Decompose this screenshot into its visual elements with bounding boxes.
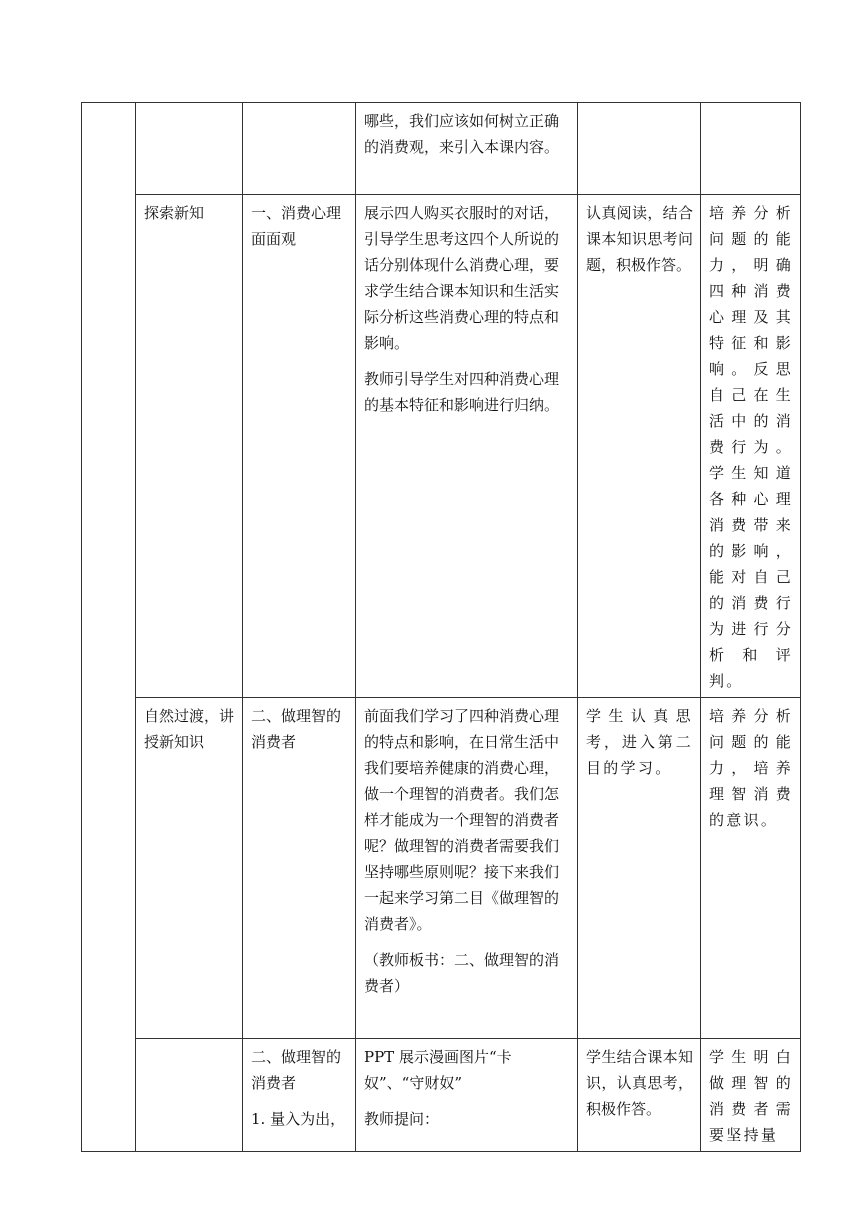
student-activity-cell: 学生认真思考，进入第二目的学习。: [578, 698, 701, 1039]
teacher-activity-cell: [356, 698, 578, 1039]
topic-cell: 二、做理智的消费者: [243, 698, 356, 1039]
teacher-activity-text: PPT 展示漫画图片“卡奴”、“守财奴”: [364, 1048, 512, 1092]
design-purpose-cell: [701, 103, 801, 195]
topic-text: 二、做理智的消费者: [251, 1048, 342, 1092]
teacher-activity-text: 哪些，我们应该如何树立正确的消费观，来引入本课内容。: [364, 112, 560, 156]
teacher-activity-cell: [356, 195, 578, 698]
student-activity-cell: 认真阅读，结合课本知识思考问题，积极作答。: [578, 195, 701, 698]
teacher-activity-cell: [356, 1039, 578, 1152]
teacher-activity-text: 展示四人购买衣服时的对话，引导学生思考这四个人所说的话分别体现什么消费心理，要求学生结合课本知识和生活实际分析这些消费心理的特点和影响。: [364, 204, 560, 352]
design-purpose-cell: 学生明白做理智的消费者需要坚持量: [701, 1039, 801, 1152]
topic-cell: [243, 103, 356, 195]
design-purpose-cell: 培养分析问题的能力，培养理智消费的意识。: [701, 698, 801, 1039]
teacher-activity-text: 教师引导学生对四种消费心理的基本特征和影响进行归纳。: [364, 370, 560, 414]
lesson-plan-table: [81, 102, 801, 1152]
table-row: [82, 1039, 801, 1152]
topic-cell: 一、消费心理面面观: [243, 195, 356, 698]
topic-cell: [243, 1039, 356, 1152]
teacher-activity-text: 教师提问：: [364, 1110, 440, 1128]
table-row: [82, 195, 801, 698]
section-column-cell: [82, 103, 136, 1152]
stage-cell: [136, 1039, 243, 1152]
teacher-activity-text: 前面我们学习了四种消费心理的特点和影响，在日常生活中我们要培养健康的消费心理，做一个理智的消费者。我们怎样才能成为一个理智的消费者呢？做理智的消费者需要我们坚持哪些原则呢？接下来我们一起来学习第二目《做理智的消费者》。: [364, 707, 560, 933]
table-row: [82, 698, 801, 1039]
student-activity-cell: 学生结合课本知识，认真思考，积极作答。: [578, 1039, 701, 1152]
stage-cell: [136, 103, 243, 195]
stage-cell: 自然过渡，讲授新知识: [136, 698, 243, 1039]
student-activity-cell: [578, 103, 701, 195]
topic-text: 1. 量入为出，: [251, 1110, 346, 1128]
teacher-activity-cell: [356, 103, 578, 195]
teacher-activity-text: （教师板书：二、做理智的消费者）: [364, 951, 560, 995]
stage-cell: 探索新知: [136, 195, 243, 698]
design-purpose-cell: 培养分析问题的能力，明确四种消费心理及其特征和影响。反思自己在生活中的消费行为。学生知道各种心理消费带来的影响，能对自己的消费行为进行分析和评判。: [701, 195, 801, 698]
table-row: [82, 103, 801, 195]
